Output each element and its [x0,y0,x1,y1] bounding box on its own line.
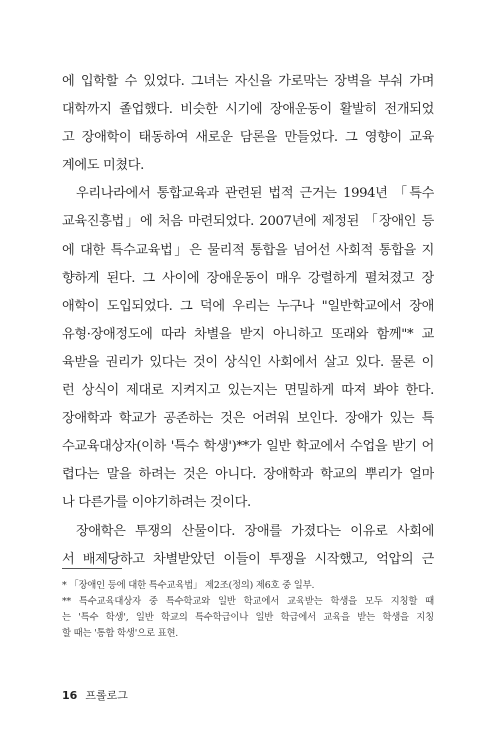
body-line: 서 배제당하고 차별받았던 이들이 투쟁을 시작했고, 억압의 근 [62,551,434,567]
body-line: 교육진흥법」에 처음 마련되었다. 2007년에 제정된 「장애인 등 [62,214,434,230]
body-line: 렵다는 말을 하려는 것은 아니다. 장애학과 학교의 뿌리가 얼마 [62,467,434,483]
body-line: 에 입학할 수 있었다. 그녀는 자신을 가로막는 장벽을 부숴 가며 [62,74,434,89]
footnote-2-continued: 는 '특수 학생', 일반 학교의 특수학급이나 일반 학급에서 교육을 받는 학생을 지칭 [62,612,434,623]
body-text [62,68,434,574]
footnote-divider [62,568,122,569]
footnote-1: * 「장애인 등에 대한 특수교육법」 제2조(정의) 제6호 중 일부. [62,580,315,591]
body-line: 대학까지 졸업했다. 비슷한 시기에 장애운동이 활발히 전개되었 [62,102,434,118]
page-number: 16 [62,689,78,702]
body-line: 육받을 권리가 있다는 것이 상식인 사회에서 살고 있다. 물론 이 [62,354,434,370]
body-line: 계에도 미쳤다. [62,158,145,174]
page-footer [62,687,128,703]
body-line: 장애학과 학교가 공존하는 것은 어려워 보인다. 장애가 있는 특 [62,411,434,427]
body-line: 우리나라에서 통합교육과 관련된 법적 근거는 1994년 「특수 [76,186,434,202]
section-title: 프롤로그 [85,689,128,702]
body-line: 향하게 된다. 그 사이에 장애운동이 매우 강렬하게 펼쳐졌고 장 [62,270,434,286]
body-line: 유형·장애정도에 따라 차별을 받지 아니하고 또래와 함께"* 교 [62,326,434,342]
body-line: 에 대한 특수교육법」은 물리적 통합을 넘어선 사회적 통합을 지 [62,242,434,258]
body-line: 런 상식이 제대로 지켜지고 있는지는 면밀하게 따져 봐야 한다. [62,383,434,399]
body-line: 애학이 도입되었다. 그 덕에 우리는 누구나 "일반학교에서 장애 [62,298,434,314]
footnote-2-continued: 할 때는 '통합 학생'으로 표현. [62,628,179,639]
body-line: 고 장애학이 태동하여 새로운 담론을 만들었다. 그 영향이 교육 [62,130,434,146]
footnotes [62,578,434,642]
body-line: 나 다른가를 이야기하려는 것이다. [62,495,251,511]
body-line: 장애학은 투쟁의 산물이다. 장애를 가졌다는 이유로 사회에 [76,523,434,539]
footnote-2: ** 특수교육대상자 중 특수학교와 일반 학교에서 교육받는 학생을 모두 지칭할 때 [62,596,434,607]
body-line: 수교육대상자(이하 '특수 학생')**가 일반 학교에서 수업을 받기 어 [62,439,434,455]
